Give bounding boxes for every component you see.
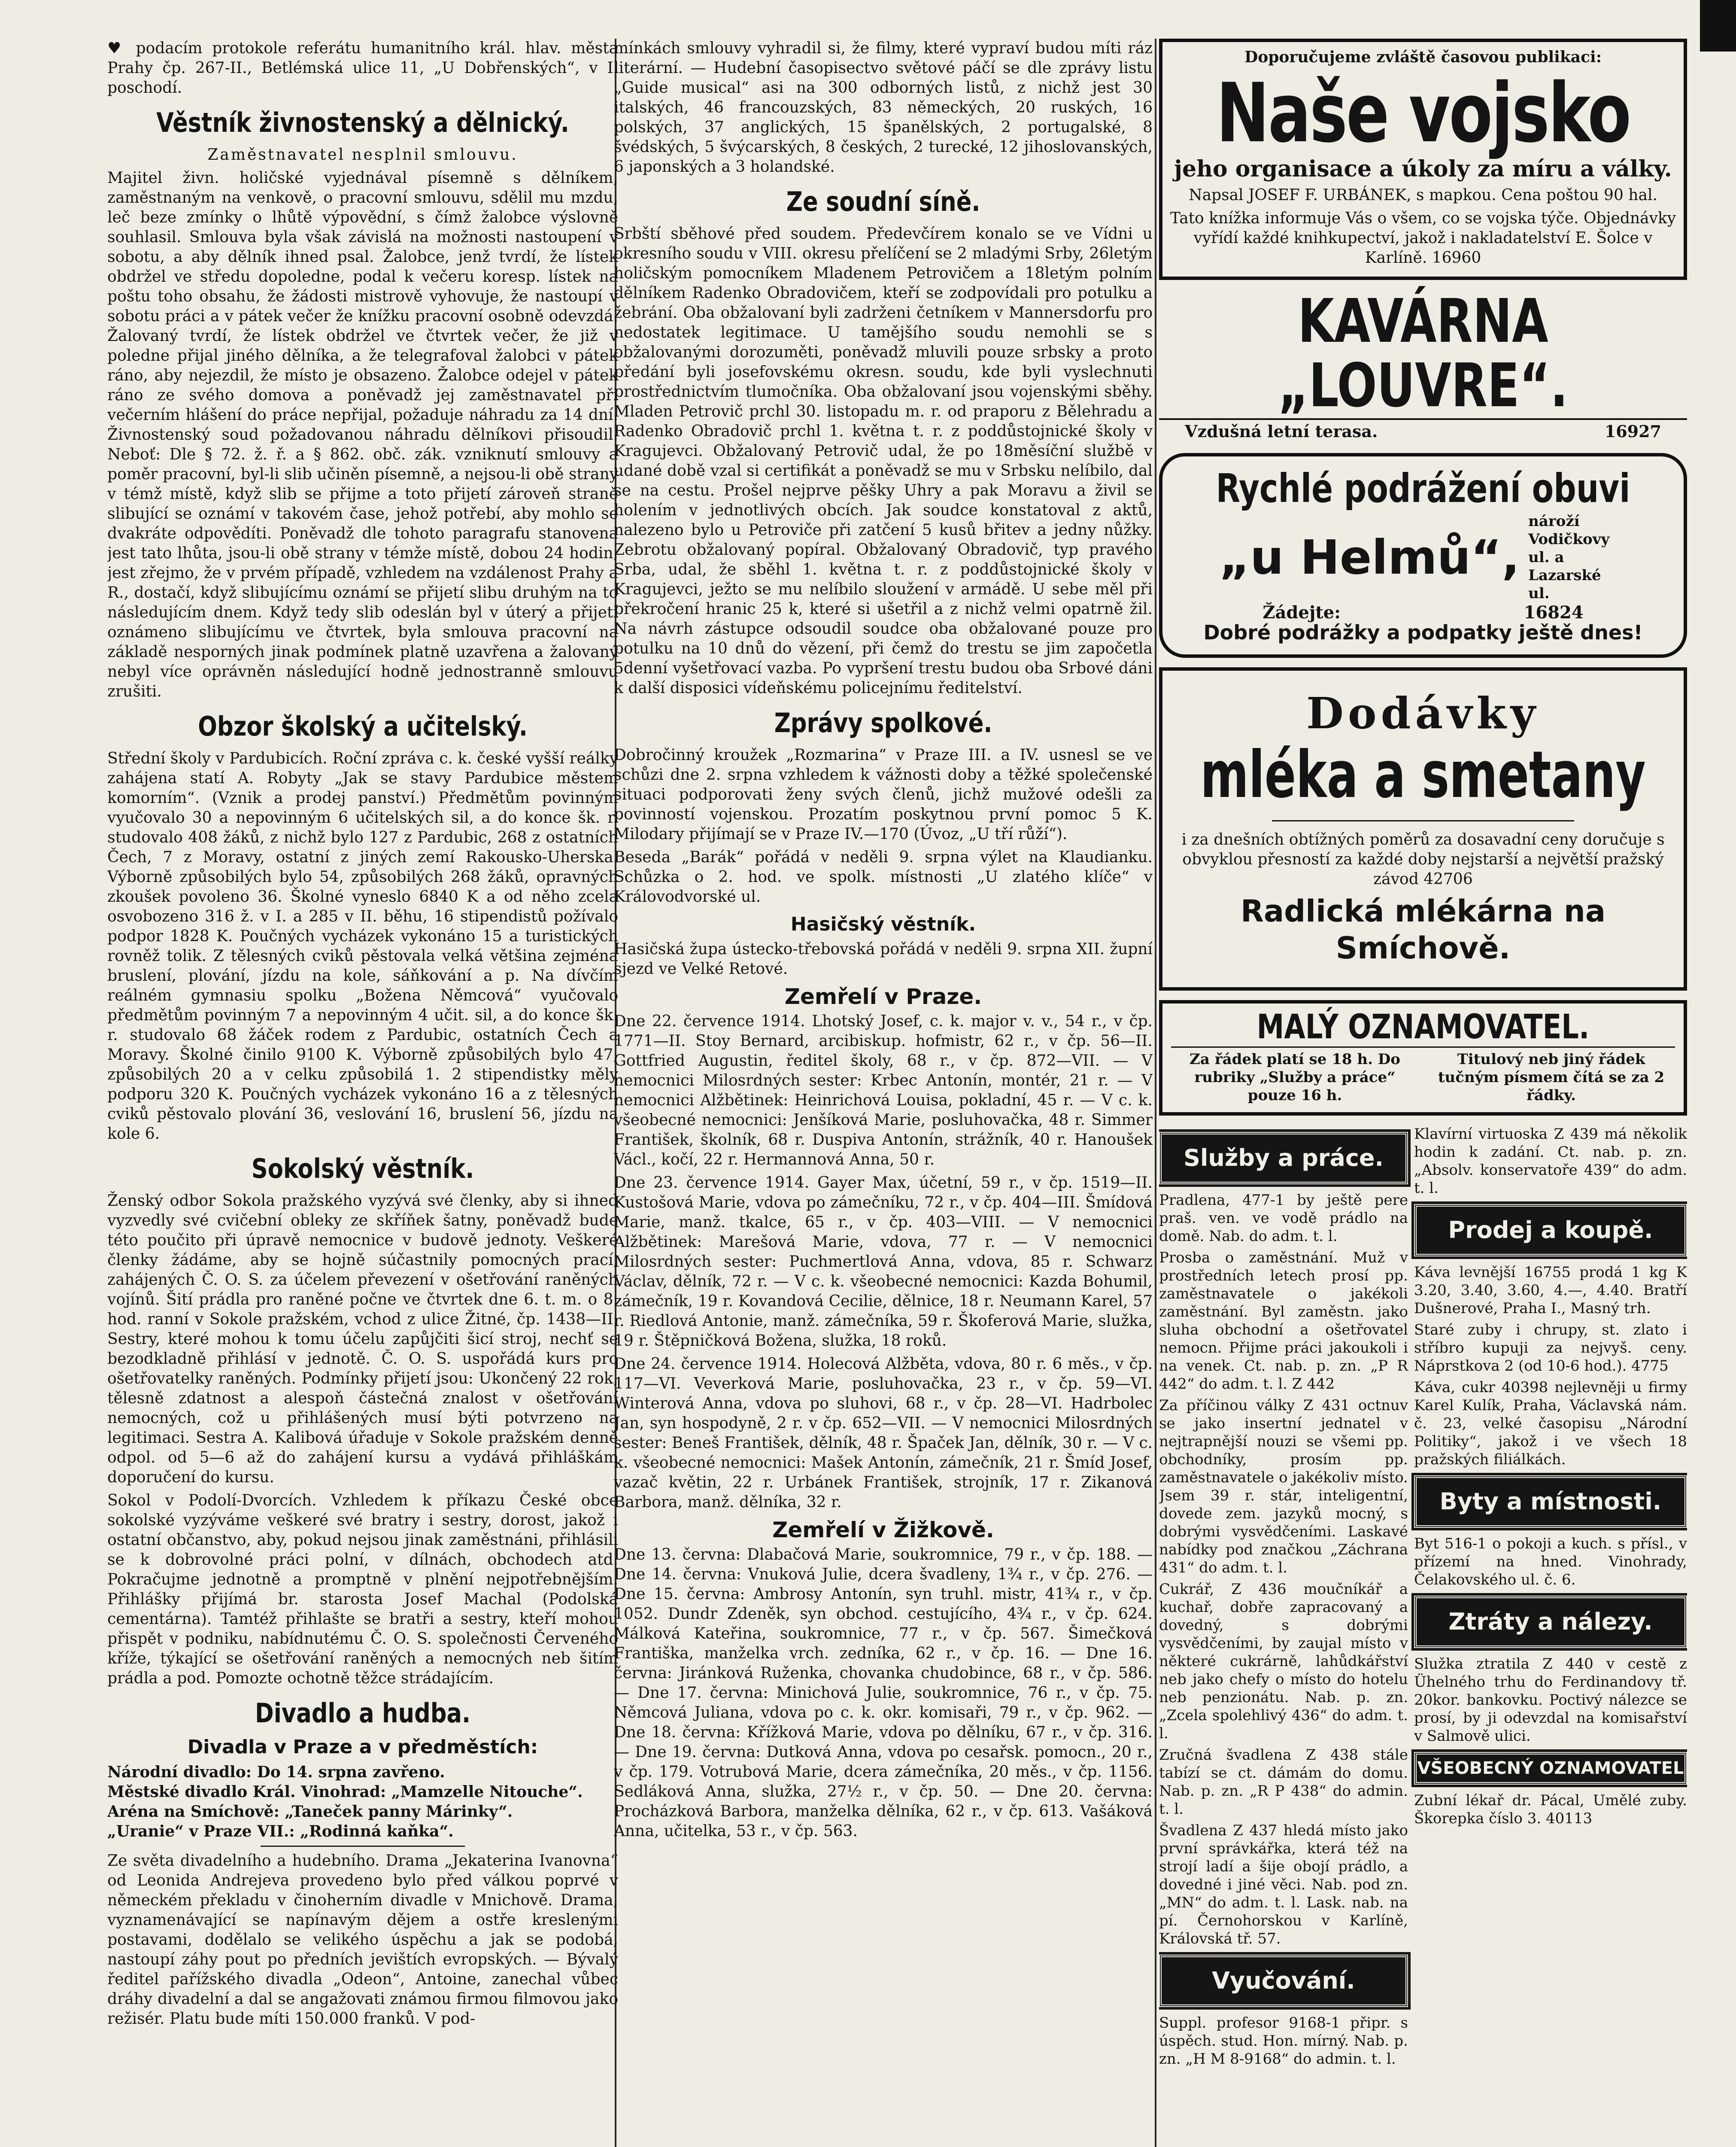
article-body: Dne 13. června: Dlabačová Marie, soukromnice, 79 r., v čp. 188. — Dne 14. června: Vnuková Julie, dcera švadleny, 1¾ r., v čp. 276. — Dne 15. června: Ambrosy Antonín, syn truhl. mistr, 41¾ r., v čp. 1052. Dundr Zdeněk, syn obchod. cestujícího, 4¾ r., v čp. 624. Málková Kateřina, soukromnice, 77 r., v čp. 567. Šimečková Františka, manželka vrch. zedníka, 62 r., v čp. 16. — Dne 16. června: Jiránková Ruženka, chovanka chudobince, 68 r., v čp. 586. — Dne 17. června: Minichová Julie, soukromnice, 76 r., v čp. 75. Němcová Juliana, vdova po c. k. okr. komisaři, 79 r., v čp. 962. — Dne 18. června: Křížková Marie, vdova po dělníku, 67 r., v čp. 316. — Dne 19. června: Dutková Anna, vdova po cesařsk. pomocn., 20 r., v čp. 179. Votrubová Marie, dcera zámečníka, 20 měs., v čp. 1156. Sedláková Anna, služka, 27½ r., v čp. 50. — Dne 20. června: Procházková Barbora, manželka dělníka, 62 r., v čp. 613. Vašáková Anna, učitelka, 53 r., v čp. 563. bbox=[614, 1546, 1153, 1840]
ad-call: Žádejte: bbox=[1263, 602, 1341, 623]
article-body: Dne 23. července 1914. Gayer Max, účetní, 59 r., v čp. 1519—II. Kustošová Marie, vdova po zámečníku, 72 r., v čp. 404—III. Šmídová Marie, manž. tkalce, 65 r., v čp. 403—VIII. — V nemocnici Alžbětinek: Marešová Marie, vdova, 77 r. — V nemocnici Milosrdných sester: Puchmertlová Anna, vdova, 85 r. Schwarz Václav, dělník, 72 r. — V c. k. všeobecné nemocnici: Kazda Bohumil, zámečník, 19 r. Kovandová Cecilie, dělnice, 18 r. Neumann Karel, 57 r. Riedlová Antonie, manž. zámečníka, 59 r. Škoferová Marie, služka, 19 r. Štěpničková Božena, služka, 18 roků. bbox=[614, 1174, 1153, 1350]
ad-subtitle: Vzdušná letní terasa. bbox=[1185, 422, 1378, 441]
registration-mark bbox=[1700, 0, 1736, 52]
small-ad: Prosba o zaměstnání. Muž v prostředních letech prosí pp. zaměstnavatele o jakékoli zaměstnání. Byl zaměstn. jako sluha obchodní a ošetřovatel nemocn. Přijme práci jakoukoli i na venek. Ct. nab. p. zn. „P R 442“ do adm. t. l. Z 442 bbox=[1159, 1249, 1408, 1393]
column-1 bbox=[107, 39, 618, 2147]
ad-intro: Doporučujeme zvláště časovou publikaci: bbox=[1244, 48, 1602, 66]
ad-title: Dodávky bbox=[1306, 688, 1540, 739]
ad-footer: Dobré podrážky a podpatky ještě dnes! bbox=[1203, 621, 1643, 644]
ad-footer: Radlická mlékárna na Smíchově. bbox=[1240, 894, 1606, 966]
small-ads-left bbox=[1159, 1125, 1408, 2071]
ad-title: Rychlé podrážení obuvi bbox=[1216, 465, 1630, 511]
ad-body: i za dnešních obtížných poměrů za dosavadní ceny doručuje s obvyklou přesností za každé doby nejstarší a největší pražský závod 42706 bbox=[1181, 831, 1665, 888]
article-body: Ze světa divadelního a hudebního. Drama „Jekaterina Ivanovna“ od Leonida Andrejeva provedeno bylo před válkou poprvé v německém překladu v činoherním divadle v Mnichově. Drama, vyznamenávající se napínavým dějem a ostře kreslenými postavami, dodělalo se velikého úspěchu a jak se podobá, nastoupí záhy pout po předních jevištích evropských. — Bývalý ředitel pařížského divadla „Odeon“, Antoine, zanechal vůbec dráhy divadelní a dal se angažovati známou firmou filmovou jako režisér. Platu bude míti 150.000 franků. V pod- bbox=[107, 1852, 618, 2028]
section-title-sokol: Sokolský věstník. bbox=[251, 1153, 474, 1184]
small-ad: Za příčinou války Z 431 octnuv se jako insertní jednatel v nejtrapnější nouzi se všemi pp. obchodníky, prosím pp. zaměstnavatele o jakékoliv místo. Jsem 39 r. stár, inteligentní, dovede zem. jazyků mocný, s dobrými vysvědčeními. Laskavé nabídky pod značkou „Záchrana 431“ do adm. t. l. bbox=[1159, 1397, 1408, 1576]
small-ads-rate: Za řádek platí se 18 h. Do rubriky „Služby a práce“ pouze 16 h. bbox=[1190, 1051, 1400, 1104]
rubric-lessons: Vyučování. bbox=[1159, 1955, 1408, 2007]
article-body: Srbští sběhové před soudem. Předevčírem konalo se ve Vídni u okresního soudu v VIII. okresu přelíčení se 2 mladými Srby, 26letým holičským pomocníkem Mladenem Petrovičem a 18letým polním dělníkem Radenko Obradovičem, kteří se zodpovídali pro potulku a žebrání. Oba obžalovaní byli zadrženi četníkem v Mannersdorfu pro nedostatek legitimace. U tamějšího soudu nemohli se s obžalovanými dorozuměti, poněvadž mluvili pouze srbsky a proto předání byli josefovskému okresn. soudu, kde byli vyslechnuti prostřednictvím tlumočníka. Oba obžalovaní jsou vojenskými sběhy. Mladen Petrovič prchl 30. listopadu m. r. od praporu z Bělehradu a Radenko Obradovič prchl 1. května t. r. z poddůstojnické školy v Kragujevci. Obžalovaný Petrovič udal, že po 18měsíční službě v udané době vzal si certifikát a poněvadž se mu v Srbsku nelíbilo, dal se na cestu. Prošel nejprve pěšky Uhry a pak Moravu a živil se holením v jednotlivých obcích. Jak soudce konstatoval z aktů, nalezeno bylo u Petroviče při zatčení 5 kusů břitev a jedny nůžky. Zebrotu obžalovaný popíral. Obžalovaný Obradovič, typ pravého Srba, udal, že sběhl 1. května t. r. z poddůstojnické školy v Kragujevci, ježto se mu nelíbilo sloužení v armádě. U sebe měl při překročení hranic 25 k, které si ušetřil a z nichž velmi opatrně žil. Na návrh zástupce odsoudil soudce oba obžalované pouze pro potulku na 10 dnů do vězení, při čemž do trestu se jim započetla 5denní vyšetřovací vazba. Po vypršení trestu budou oba Srbové dáni k další disposici vídeňskému policejnímu ředitelství. bbox=[614, 225, 1153, 697]
theatre-listing: Národní divadlo: Do 14. srpna zavřeno. bbox=[107, 1763, 445, 1781]
rubric-flats: Byty a místnosti. bbox=[1414, 1475, 1687, 1528]
article-body: Hasičská župa ústecko-třebovská pořádá v neděli 9. srpna XII. župní sjezd ve Velké Retové. bbox=[614, 940, 1153, 978]
article-headline: Zaměstnavatel nesplnil smlouvu. bbox=[207, 146, 518, 164]
ad-nase-vojsko bbox=[1159, 39, 1687, 280]
small-ad: Zubní lékař dr. Pácal, Umělé zuby. Škorepka číslo 3. 40113 bbox=[1414, 1792, 1687, 1827]
column-rule bbox=[1155, 39, 1156, 2147]
section-title-trade: Věstník živnostenský a dělnický. bbox=[156, 107, 569, 138]
article-body: mínkách smlouvy vyhradil si, že filmy, které vypraví budou míti ráz literární. — Hudební časopisectvo světové páčí se dle zprávy listu „Guide musical“ asi na 300 odborných listů, z nichž jest 30 italských, 46 francouzských, 83 německých, 20 ruských, 16 polských, 37 anglických, 15 španělských, 2 portugalské, 8 švédských, 5 švýcarských, 8 českých, 2 turecké, 12 jihoslovanských, 6 japonských a 3 holandské. bbox=[614, 40, 1153, 176]
ad-kavarna-louvre bbox=[1159, 286, 1687, 443]
rubric-services: Služby a práce. bbox=[1159, 1132, 1408, 1184]
section-title-clubs: Zprávy spolkové. bbox=[774, 707, 992, 739]
section-title-school: Obzor školský a učitelský. bbox=[198, 711, 528, 742]
rubric-lost-found: Ztráty a nálezy. bbox=[1414, 1596, 1687, 1648]
small-ads-grid bbox=[1159, 1125, 1687, 2071]
article-body: Beseda „Barák“ pořádá v neděli 9. srpna výlet na Klaudianku. Schůzka o 2. hod. ve spolk. místnosti „U zlatého klíče“ v Královodvorské ul. bbox=[614, 848, 1153, 906]
small-ad: Byt 516-1 o pokoji a kuch. s přísl., v přízemí na hned. Vinohrady, Čelakovského ul. č. 6. bbox=[1414, 1535, 1687, 1588]
section-title-theatre: Divadlo a hudba. bbox=[255, 1697, 471, 1729]
ad-address: nároží Vodičkovy ul. a Lazarské ul. bbox=[1528, 513, 1610, 602]
article-body: Dne 22. července 1914. Lhotský Josef, c. k. major v. v., 54 r., v čp. 1771—II. Stoy Bernard, arcibiskup. hofmistr, 62 r., v čp. 56—II. Gottfried Augustin, ředitel školy, 68 r., v čp. 872—VII. — V nemocnici Milosrdných sester: Krbec Antonín, montér, 21 r. — V nemocnici Alžbětinek: Heinrichová Louisa, pokladní, 45 r. — V c. k. všeobecné nemocnici: Jenšíková Marie, posluhovačka, 48 r. Simmer František, školník, 68 r. Duspiva Antonín, strážník, 40 r. Hanoušek Václ., kočí, 22 r. Hermannová Anna, 50 r. bbox=[614, 1013, 1153, 1168]
ad-title: Naše vojsko bbox=[1216, 66, 1630, 161]
article-body: Majitel živn. holičské vyjednával písemně s dělníkem, zaměstnaným na venkově, o pracovní smlouvu, sdělil mu mzdu, leč beze zmínky o lhůtě výpovědní, s čímž žalobce výslovně souhlasil. Smlouva byla však závislá na možnosti nastoupení v sobotu, a aby dělník ihned psal. Žalobce, jenž tvrdí, že lístek obdržel ve středu dopoledne, podal k večeru koresp. lístek na poštu toho obsahu, že žádosti mistrově vyhovuje, že nastoupí v sobotu práci a v pátek večer že knížku pracovní osobně odevzdá. Žalovaný tvrdí, že lístek obdržel ve čtvrtek večer, že již v poledne přijal jiného dělníka, a že telegrafoval žalobci v pátek ráno, aby nejezdil, že místo je obsazeno. Žalobce odejel v pátek ráno ze svého domova a poněvadž jej zaměstnavatel při večerním hlášení do práce nepřijal, požaduje náhradu za 14 dní. Živnostenský soud požadovanou náhradu dělníkovi přisoudil. Neboť: Dle § 72. ž. ř. a § 862. obč. zák. vzniknutí smlouvy a poměr pracovní, byl-li slib učiněn písemně, a nejsou-li obě strany v témž místě, když slib se přijme a toto přijetí zároveň straně slibující se oznámí v takovém čase, jehož potřebí, aby mohlo se dvakráte odpovědíti. Poněvadž dle tohoto paragrafu stanovena jest tato lhůta, jsou-li obě strany v témže místě, dobou 24 hodin, jest zřejmo, že v prvém případě, vzhledem na vzdálenost Prahy a R., dostačí, když slibujícímu oznámí se přijetí slibu druhým na to následujícím dnem. Když tedy slib odeslán byl v úterý a přijetí oznámeno slibujícímu ve čtvrtek, byla smlouva pracovní na základě nesporných jinak podmínek platně uzavřena a žalovaný nebyl více oprávněn následující hodně jednostranně smlouvu zrušiti. bbox=[107, 169, 618, 700]
article-body: Dne 24. července 1914. Holecová Alžběta, vdova, 80 r. 6 měs., v čp. 117—VI. Veverková Marie, posluhovačka, 23 r., v čp. 59—VI. Winterová Anna, vdova po sluhovi, 68 r., v čp. 28—VI. Hadrbolec Jan, syn hospodyně, 2 r. v čp. 652—VII. — V nemocnici Milosrdných sester: Beneš František, dělník, 48 r. Špaček Jan, dělník, 30 r. — V c. k. všeobecné nemocnici: Mašek Antonín, zámečník, 21 r. Šmíd Josef, vazač květin, 22 r. Urbánek František, strojník, 17 r. Zikanová Barbora, manž. dělníka, 32 r. bbox=[614, 1355, 1153, 1511]
small-ad: Služka ztratila Z 440 v cestě z Ühelného trhu do Ferdinandovy tř. 20kor. bankovku. Poctivý nálezce se prosí, by ji odevzdal na komisařství v Salmově ulici. bbox=[1414, 1655, 1687, 1745]
small-ad: Švadlena Z 437 hledá místo jako první správkářka, která též na strojí ladí a šije obojí prádlo, a dovedné i jiné věci. Nab. pod zn. „MN“ do adm. t. l. Lask. nab. na pí. Černohorskou v Karlíně, Královská tř. 57. bbox=[1159, 1822, 1408, 1947]
intro-text: ♥ podacím protokole referátu humanitního král. hlav. města Prahy čp. 267-II., Betlémská ulice 11, „U Dobřenských“, v I. poschodí. bbox=[107, 40, 618, 97]
small-ads-title: MALÝ OZNAMOVATEL. bbox=[1256, 1008, 1590, 1046]
rubric-general: VŠEOBECNÝ OZNAMOVATEL bbox=[1414, 1752, 1687, 1785]
small-ad: Suppl. profesor 9168-1 připr. s úspěch. stud. Hon. mírný. Nab. p. zn. „H M 8-9168“ do admin. t. l. bbox=[1159, 2014, 1408, 2068]
small-ads-rate-bold: Titulový neb jiný řádek tučným písmem čítá se za 2 řádky. bbox=[1438, 1051, 1665, 1104]
divider bbox=[261, 1846, 465, 1847]
small-ad: Pradlena, 477-1 by ještě pere praš. ven. ve vodě prádlo na domě. Nab. do adm. t. l. bbox=[1159, 1192, 1408, 1245]
ad-author: Napsal JOSEF F. URBÁNEK, s mapkou. Cena poštou 90 hal. bbox=[1189, 186, 1657, 204]
ad-number: 16927 bbox=[1604, 422, 1661, 441]
small-ads-header bbox=[1159, 1000, 1687, 1116]
article-body: Střední školy v Pardubicích. Roční zpráva c. k. české vyšší reálky zahájena statí A. Robyty „Jak se stavy Pardubice městem komorním“. (Vznik a prodej panství.) Předmětům povinným vyučovalo 30 a nepovinným 6 učitelských sil, a do konce šk. r. studovalo 408 žáků, z nichž bylo 127 z Pardubic, 268 z ostatních Čech, 7 z Moravy, ostatní z jiných zemí Rakousko-Uherska. Výborně způsobilých bylo 54, způsobilých 268 žáků, opravných zkoušek povoleno 36. Školné vyneslo 6840 K a od něho zcela osvobozeno 316 ž. v I. a 285 v II. běhu, 16 stipendistů požívalo podpor 1828 K. Poučných vycházek vykonáno 15 a turistických rovněž tolik. Z tělesných cviků pěstovala velká většina zejména bruslení, plování, jízdu na kole, sáňkování a p. Na dívčím reálném gymnasiu spolku „Božena Němcová“ vyučovalo předmětům povinným 7 a nepovinným 4 učit. sil, a do konce šk. r. studovalo 68 žáček rodem z Pardubic, ostatních Čech a Moravy. Školné činilo 9100 K. Výborně způsobilých bylo 47, způsobilých 20 a v celku způsobilá 1. 2 stipendistky měly podporu 320 K. Poučných vycházek vykonáno 16 a z tělesných cviků pěstovalo plování 36, veslování 16, bruslení 56, jízdu na kole 6. bbox=[107, 750, 618, 1143]
small-ad: Káva, cukr 40398 nejlevněji u firmy Karel Kulík, Praha, Václavská nám. č. 23, velké časopisu „Národní Politiky“, jakož i ve všech 18 pražských filiálkách. bbox=[1414, 1379, 1687, 1468]
firefighters-subheading: Hasičský věstník. bbox=[790, 913, 976, 935]
column-2 bbox=[614, 39, 1153, 2147]
ad-number: 16824 bbox=[1524, 602, 1584, 623]
small-ad: Cukrář, Z 436 moučníkář a kuchař, dobře zapracovaný a dovedný, s dobrými vysvědčeními, by zaujal místo v některé cukrárně, lahůdkářství neb jako chefy o místo do hotelu neb penzionátu. Nab. p. zn. „Zcela spolehlivý 436“ do adm. t. l. bbox=[1159, 1581, 1408, 1742]
ad-podrazeni-obuvi bbox=[1159, 453, 1687, 658]
ad-body: Tato knížka informuje Vás o všem, co se vojska týče. Objednávky vyřídí každé knihkupectví, jakož i nakladatelství E. Šolce v Karlíně. 16960 bbox=[1170, 210, 1676, 267]
small-ad: Káva levnější 16755 prodá 1 kg K 3.20, 3.40, 3.60, 4.—, 4.40. Bratří Dušnerové, Praha I., Masný trh. bbox=[1414, 1264, 1687, 1317]
rubric-sale: Prodej a koupě. bbox=[1414, 1204, 1687, 1256]
section-title-deaths-prague: Zemřelí v Praze. bbox=[784, 984, 982, 1009]
theatre-listing: Aréna na Smíchově: „Taneček panny Márinky“. bbox=[107, 1803, 513, 1821]
article-body: Ženský odbor Sokola pražského vyzývá své členky, aby si ihned vyzvedly své cvičební obleky ze skříňek šatny, poněvadž bude této poučito při úpravě nemocnice v budově jednoty. Veškeré členky žádáme, aby se hojně súčastnily pomocných prací, zahájených Č. O. S. za účelem převezení v ošetřování raněných vojínů. Šití prádla pro raněné počne ve čtvrtek dne 6. t. m. o 8. hod. ranní v Sokole pražském, vchod z ulice Žitné, čp. 1438—II. Sestry, které mohou k tomu účelu zapůjčiti šicí stroj, nechť se bezodkladně přihlásí v jednotě. Č. O. S. uspořádá kurs pro ošetřovatelky raněných. Podmínky přijetí jsou: Ukončený 22 rok, tělesně zdatnost a alespoň částečná znalost v ošetřování nemocných, což u přihlášených musí býti potvrzeno na legitimaci. Sestra A. Kalibová úřaduje v Sokole pražském denně odpol. od 5—6 až do zahájení kursu a vydává přihláškám doporučení do kursu. bbox=[107, 1192, 618, 1486]
column-3-ads bbox=[1159, 39, 1687, 2147]
small-ads-right bbox=[1414, 1125, 1687, 2071]
theatre-listing: „Uranie“ v Praze VII.: „Rodinná kaňka“. bbox=[107, 1822, 454, 1840]
section-title-court: Ze soudní síně. bbox=[786, 186, 980, 217]
ad-subtitle: jeho organisace a úkoly za míru a války. bbox=[1174, 156, 1672, 182]
small-ad: Klavírní virtuoska Z 439 má několik hodin k zadání. Ct. nab. p. zn. „Absolv. konservatoře 439“ do adm. t. l. bbox=[1414, 1125, 1687, 1197]
ad-title: KAVÁRNA „LOUVRE“. bbox=[1278, 286, 1568, 421]
ad-mleko-smetana bbox=[1159, 667, 1687, 991]
article-body: Dobročinný kroužek „Rozmarina“ v Praze III. a IV. usnesl se ve schůzi dne 2. srpna vzhledem k vážnosti doby a těžké společenské situaci podporovati ženy svých členů, jichž mužové odešli za povinností vojenskou. Prozatím poskytnou první pomoc 5 K. Milodary přijímají se v Praze IV.—170 (Úvoz, „U tří růží“). bbox=[614, 746, 1153, 843]
theatre-listing: Městské divadlo Král. Vinohrad: „Mamzelle Nitouche“. bbox=[107, 1783, 583, 1801]
section-title-deaths-zizkov: Zemřelí v Žižkově. bbox=[772, 1517, 994, 1542]
article-body: Sokol v Podolí-Dvorcích. Vzhledem k příkazu České obce sokolské vyzýváme veškeré své bratry i sestry, dorost, jakož i ostatní občanstvo, aby, pokud nejsou jinak zaměstnáni, přihlásili se k dobrovolné práci polní, v dílnách, obchodech atd. Pokračujme jednotně a promptně v plnění nejpotřebnějším. Přihlášky přijímá br. starosta Josef Machal (Podolská cementárna). Tamtéž přihlašte se bratři a sestry, kteří mohou přispět v podniku, nabídnutému Č. O. S. společnosti Červeného kříže, týkající se ošetřování raněných a nemocných neb šitím prádla a pod. Pomozte ochotně těžce strádajícím. bbox=[107, 1492, 618, 1687]
ad-brand: „u Helmů“, bbox=[1219, 530, 1520, 585]
theatre-subheading: Divadla v Praze a v předměstích: bbox=[187, 1736, 538, 1758]
ad-title-2: mléka a smetany bbox=[1200, 738, 1646, 812]
small-ad: Staré zuby i chrupy, st. zlato i stříbro kupuji za nejvyš. ceny. Náprstkova 2 (od 10-6 hod.). 4775 bbox=[1414, 1321, 1687, 1375]
small-ad: Zručná švadlena Z 438 stále tabízí se ct. dámám do domu. Nab. p. zn. „R P 438“ do admin. t. l. bbox=[1159, 1746, 1408, 1818]
